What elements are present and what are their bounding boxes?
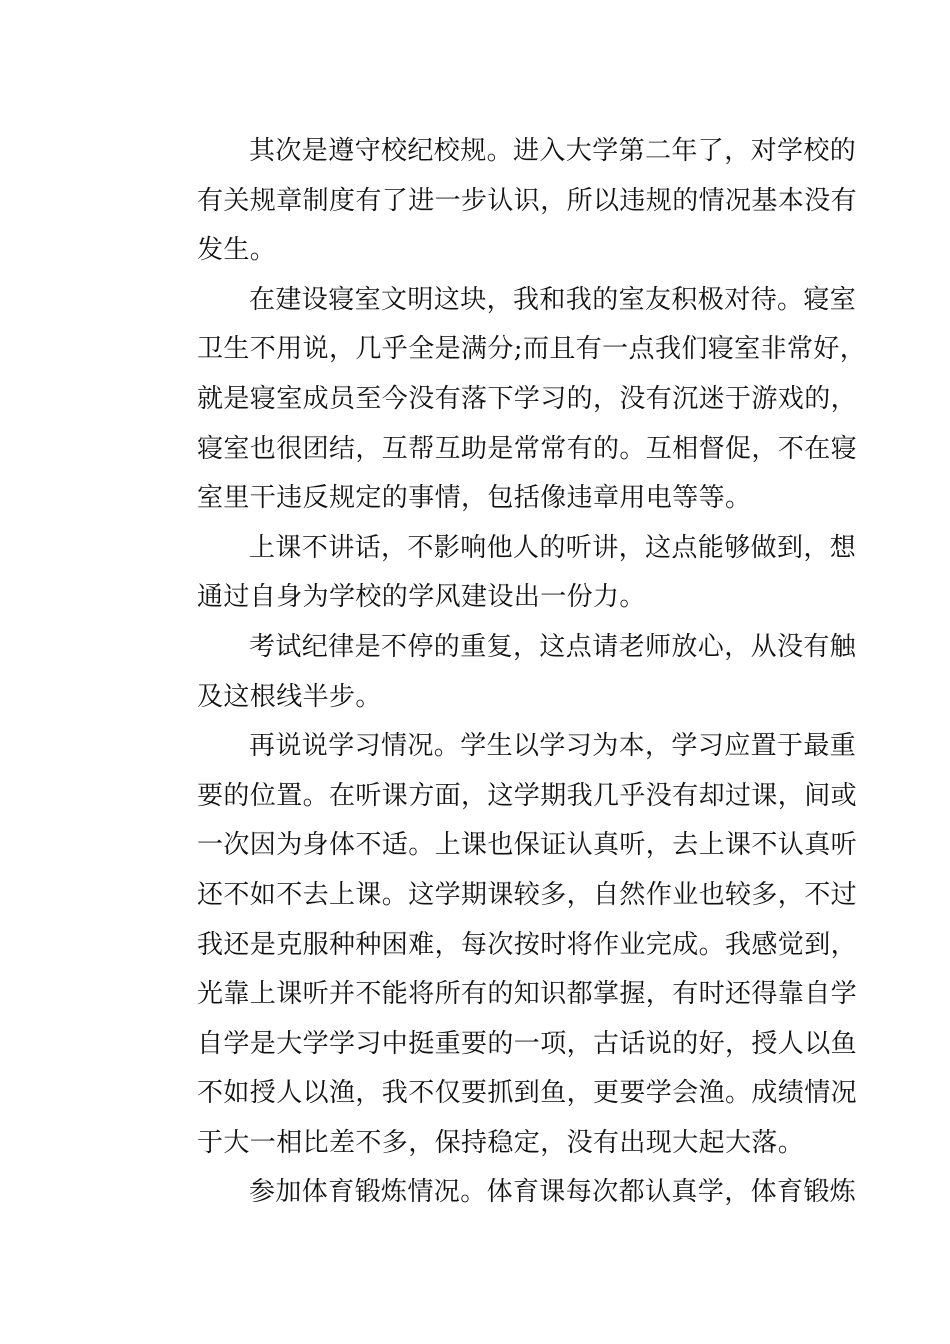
paragraph-sports bbox=[145, 1168, 857, 1218]
text-line: 不如授人以渔，我不仅要抓到鱼，更要学会渔。成绩情况 bbox=[197, 1078, 858, 1109]
text-line: 光靠上课听并不能将所有的知识都掌握，有时还得靠自学 bbox=[197, 979, 858, 1010]
document-body bbox=[145, 127, 867, 1218]
text-line: 发生。 bbox=[197, 235, 277, 266]
text-line: 通过自身为学校的学风建设出一份力。 bbox=[197, 582, 646, 613]
text-line: 于大一相比差不多，保持稳定，没有出现大起大落。 bbox=[197, 1127, 805, 1158]
paragraph-dormitory bbox=[145, 276, 867, 524]
text-line: 还不如不去上课。这学期课较多，自然作业也较多，不过 bbox=[197, 879, 858, 910]
paragraph-exam bbox=[145, 623, 857, 722]
text-line: 上课不讲话，不影响他人的听讲，这点能够做到，想 bbox=[249, 532, 857, 563]
text-line: 及这根线半步。 bbox=[197, 681, 382, 712]
text-line: 考试纪律是不停的重复，这点请老师放心，从没有触 bbox=[249, 631, 857, 662]
text-line: 要的位置。在听课方面，这学期我几乎没有却过课，间或 bbox=[197, 780, 858, 811]
text-line: 就是寝室成员至今没有落下学习的，没有沉迷于游戏的， bbox=[197, 383, 858, 414]
text-line: 参加体育锻炼情况。体育课每次都认真学，体育锻炼 bbox=[249, 1177, 857, 1208]
text-line: 卫生不用说，几乎全是满分;而且有一点我们寝室非常好， bbox=[197, 334, 867, 365]
text-line: 我还是克服种种困难，每次按时将作业完成。我感觉到， bbox=[197, 929, 858, 960]
text-line: 其次是遵守校纪校规。进入大学第二年了，对学校的 bbox=[249, 136, 857, 166]
text-line: 室里干违反规定的事情，包括像违章用电等等。 bbox=[197, 483, 752, 514]
paragraph-classroom bbox=[145, 524, 857, 623]
text-line: 寝室也很团结，互帮互助是常常有的。互相督促，不在寝 bbox=[197, 433, 858, 464]
text-line: 自学是大学学习中挺重要的一项，古话说的好，授人以鱼 bbox=[197, 1028, 858, 1059]
paragraph-study bbox=[145, 722, 858, 1168]
text-line: 一次因为身体不适。上课也保证认真听，去上课不认真听 bbox=[197, 830, 858, 861]
paragraph-discipline bbox=[145, 127, 858, 276]
text-line: 在建设寝室文明这块，我和我的室友积极对待。寝室 bbox=[249, 284, 857, 315]
text-line: 再说说学习情况。学生以学习为本，学习应置于最重 bbox=[249, 731, 857, 762]
text-line: 有关规章制度有了进一步认识，所以违规的情况基本没有 bbox=[197, 185, 858, 216]
